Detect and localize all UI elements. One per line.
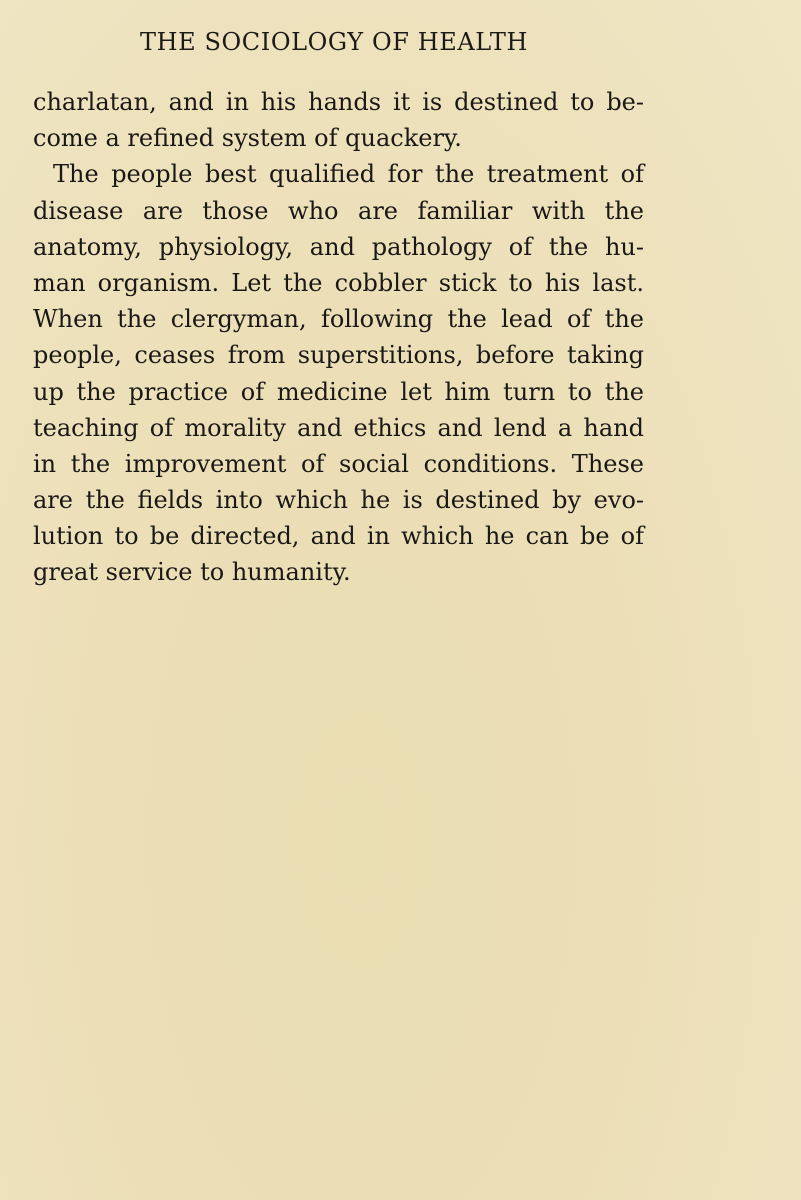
text-line: up the practice of medicine let him turn to the — [33, 377, 644, 406]
body-text — [33, 84, 644, 591]
text-line: teaching of morality and ethics and lend a hand — [33, 413, 644, 442]
text-line: come a refined system of quackery. — [33, 124, 462, 153]
text-line: man organism. Let the cobbler stick to his last. — [33, 268, 644, 297]
text-line: charlatan, and in his hands it is destined to be- — [33, 88, 644, 116]
running-head: THE SOCIOLOGY OF HEALTH — [139, 28, 528, 56]
text-line: lution to be directed, and in which he can be of — [33, 522, 644, 551]
text-line: The people best qualified for the treatment of — [53, 160, 644, 189]
text-line: in the improvement of social conditions. These — [33, 449, 644, 478]
text-line: people, ceases from superstitions, before taking — [33, 341, 644, 370]
text-line: When the clergyman, following the lead of the — [33, 305, 644, 334]
text-line: are the fields into which he is destined by evo- — [33, 486, 644, 515]
text-line: disease are those who are familiar with the — [33, 196, 644, 225]
text-line: great service to humanity. — [33, 558, 351, 587]
text-line: anatomy, physiology, and pathology of the hu- — [33, 232, 644, 261]
